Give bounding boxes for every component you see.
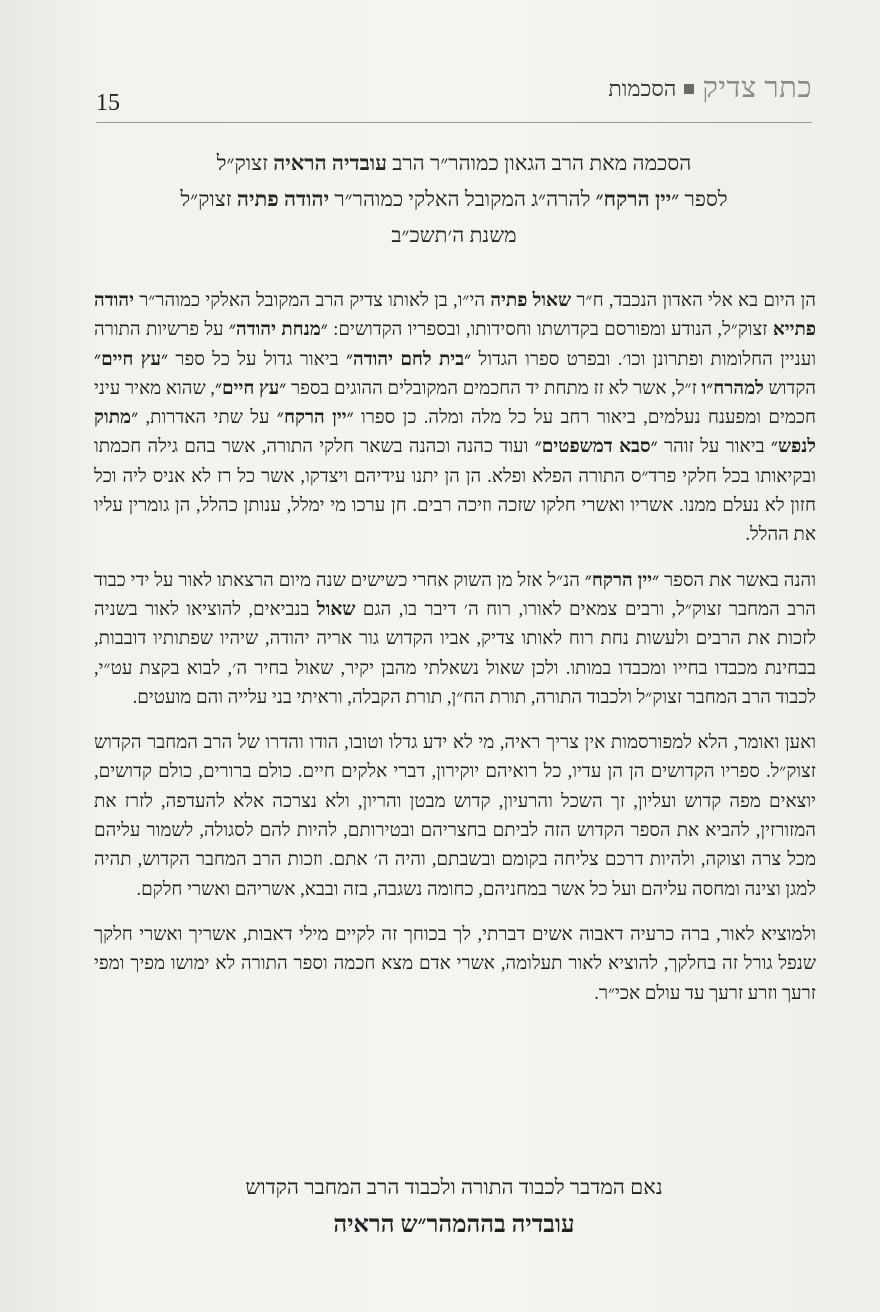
square-bullet-icon	[684, 84, 694, 94]
bold-title: ״עץ חיים״	[214, 377, 287, 399]
bold-title: ״יין הרקח״	[276, 407, 354, 429]
body-text: הן היום בא אלי האדון הנכבד, ח״ר	[571, 290, 816, 311]
paragraph-1	[94, 286, 816, 550]
body-text: זצוק״ל, הנודע ומפורסם בקדושתו וחסידותו, ובספריו הקדושים:	[327, 319, 773, 341]
bold-title: ״יין הרקח״	[584, 569, 660, 591]
page-number: 15	[96, 90, 120, 116]
body-text: על שתי האדרות,	[138, 407, 277, 429]
paragraph-3: ואען ואומר, הלא למפורסמות אין צריך ראיה, מי לא ידע גדלו וטובו, הודו והדרו של הרב המחבר הקדוש זצוק״ל. ספריו הקדושים הן הן עדיו, כל רואיהם יוקירון, דברי אלקים חיים. כולם ברורים, כולם קדושים, יוצאים מפה קדוש ועליון, זך השכל והרעיון, קדוש מבטן והריון, ולא נצרכה אלא להעדפה, לזרז את המזורזין, להביא את הספר הקדוש הזה לביתם בחצריהם ובטירותם, להיות להם לסגולה, לשמור עליהם מכל צרה וצוקה, ולהיות דרכם צליחה בקומם ובשבתם, והיה ה׳ אתם. וזכות הרב המחבר הקדוש, תהיה למגן וצינה ומחסה עליהם ועל כל אשר במחניהם, כחומה נשגבה, בזה ובבא, אשריהם ואשרי חלקם.	[94, 732, 816, 900]
body-text: הי״ו, בן לאותו צדיק הרב המקובל האלקי כמוהר״ר	[133, 290, 491, 311]
bold-title: ״עץ חיים״	[94, 348, 169, 370]
approbation-body	[94, 286, 816, 1024]
bold-name: למהרח״ו	[701, 377, 764, 399]
body-text: על פרשיות התורה ועניין החלומות ופתרונן וכו׳. ובפרט ספרו הגדול	[94, 319, 816, 370]
heading-text: זצוק״ל	[180, 187, 237, 211]
body-text: ועוד כהנה וכהנה בשאר חלקי התורה, אשר בהם גילה חכמתו ובקיאותו בכל חלקי פרד״ס התורה הפלא ופלא. הן הן יתנו עידיהם ויצדקו, אשר כל רז לא אניס ליה וכל חזון לא נעלם ממנו. אשריו ואשרי חלקו שזכה וזיכה רבים. חן ערכו מי ימלל, ענותן כהלל, הן גומרין עליו את ההלל.	[94, 436, 816, 546]
body-text: והנה באשר את הספר	[659, 569, 816, 591]
book-title: כתר צדיק	[702, 72, 812, 104]
paragraph-4: ולמוציא לאור, ברה כרעיה דאבוה אשים דברתי, לך בכוחך זה לקיים מילי דאבות, אשריך ואשרי חלקך שנפל גורל זה בחלקך, להוציא לאור תעלומה, אשרי אדם מצא חכמה וספר התורה לא ימושו מפיך ומפי זרעך וזרע זרעך עד עולם אכי״ר.	[94, 923, 816, 1004]
paragraph-2	[94, 566, 816, 712]
bold-title: ״מתוק לנפש״	[94, 407, 816, 458]
heading-line-2	[96, 181, 812, 217]
bold-name: יהודה פתייא	[94, 290, 816, 341]
page-header	[96, 72, 812, 116]
bold-title: ״סבא דמשפטים״	[534, 436, 658, 458]
approbation-heading	[96, 145, 812, 253]
body-text: הקדוש	[763, 377, 816, 399]
bold-title: ״בית לחם יהודה״	[345, 348, 472, 370]
heading-text: לספר	[679, 187, 728, 211]
section-title: הסכמות	[608, 75, 677, 101]
body-text: ז״ל, אשר לא זז מתחת יד החכמים המקובלים ההוגים בספר	[286, 377, 702, 399]
signatory-name: עובדיה בההמהר״ש הראיה	[333, 1212, 575, 1238]
signature-line: נאם המדבר לכבוד התורה ולכבוד הרב המחבר הקדוש	[245, 1175, 663, 1199]
bold-name: שאול	[316, 598, 356, 620]
body-text: ביאור על זוהר	[657, 436, 771, 458]
header-divider	[96, 122, 812, 123]
heading-text: להרה״ג המקובל האלקי כמוהר״ר	[329, 187, 596, 211]
heading-line-1	[96, 145, 812, 181]
book-name: ״יין הרקח״	[595, 187, 680, 211]
signature-block	[96, 1170, 812, 1246]
body-text: בנביאים, להוציאו לאור בשניה לזכות את הרבים ולעשות נחת רוח לאותו צדיק, אביו הקדוש גור אריה יהודה, שיהיו שפתותיו דובבות, בבחינת מכבדו בחייו ומכבדו במותו. ולכן שאול נשאלתי מהבן יקיר, שאול בחיר ה׳, לבוא בקצת עט״י, לכבוד הרב המחבר זצוק״ל ולכבוד התורה, תורת הח״ן, תורת הקבלה, וראיתי בני עלייה והם מועטים.	[94, 598, 816, 708]
bold-title: ״מנחת יהודה״	[228, 319, 328, 341]
bold-name: שאול פתיה	[490, 290, 572, 311]
running-head	[608, 72, 812, 105]
body-text: , שהוא מאיר עיני חכמים ומפענח נעלמים, ביאור רחב על כל מלה ומלה. כן ספרו	[94, 377, 816, 429]
heading-text: זצוק״ל	[216, 151, 274, 175]
author-name: עובדיה הראיה	[273, 151, 387, 175]
heading-line-3: משנת ה׳תשכ״ב	[391, 223, 517, 247]
heading-text: הסכמה מאת הרב הגאון כמוהר״ר הרב	[386, 151, 692, 175]
body-text: ביאור גדול על כל ספר	[168, 348, 346, 370]
rabbi-name: יהודה פתיה	[236, 187, 330, 211]
body-text: הנ״ל אזל מן השוק אחרי כשישים שנה מיום הרצאתו לאור על ידי כבוד הרב המחבר זצוק״ל, ורבים צמאים לאורו, רוח ה׳ דיבר בו, הגם	[94, 569, 816, 620]
